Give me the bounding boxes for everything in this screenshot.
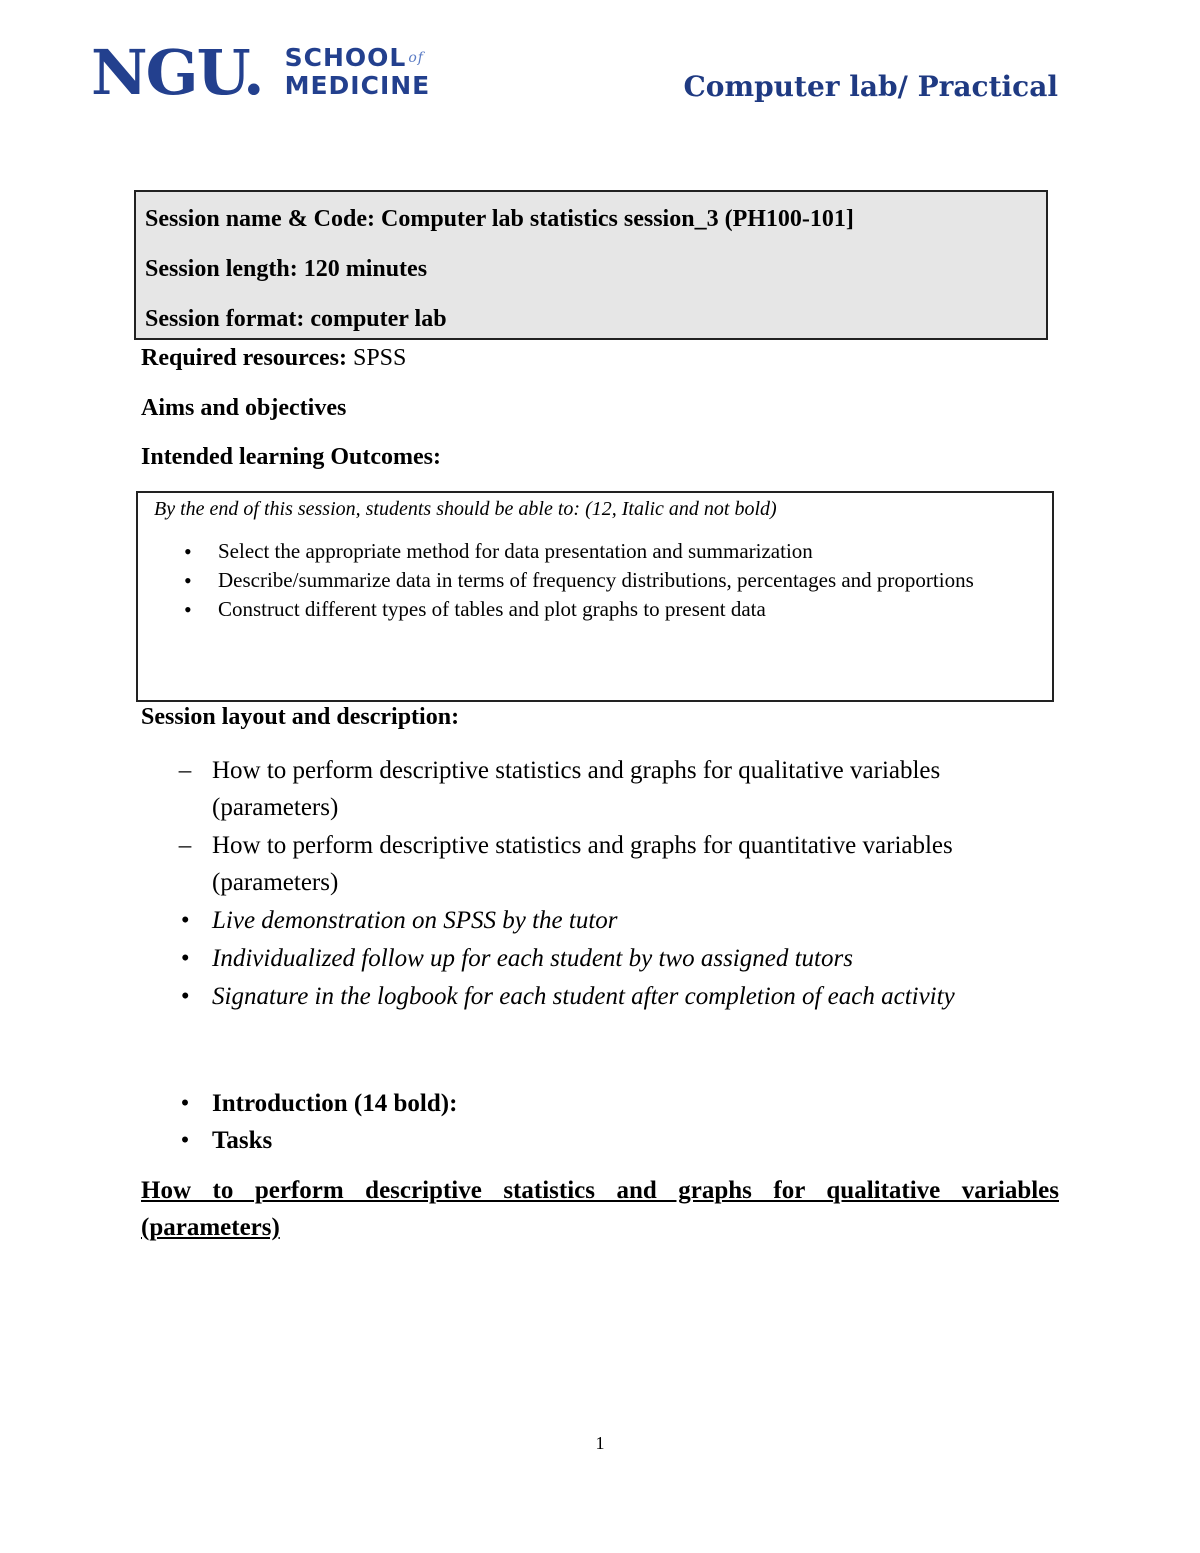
outcome-item: • Select the appropriate method for data presentation and summarization: [154, 537, 1036, 566]
layout-item-text: Individualized follow up for each student by two assigned tutors: [212, 945, 853, 972]
bullet-marker: •: [180, 1090, 190, 1117]
required-resources: [141, 345, 406, 372]
page-number: 1: [595, 1433, 605, 1453]
logo-school-of-medicine: [285, 44, 431, 100]
session-name: Session name & Code: Computer lab statistics session_3 (PH100-101]: [145, 206, 854, 232]
ngu-logo: [91, 36, 431, 109]
layout-item: [175, 940, 1055, 977]
page-header-title: Computer lab/ Practical: [683, 70, 1058, 103]
session-length: Session length: 120 minutes: [145, 256, 428, 282]
required-resources-value: SPSS: [352, 345, 407, 371]
task-item: [175, 1122, 457, 1159]
outcomes-intro: By the end of this session, students should be able to: (12, Italic and not bold): [154, 498, 777, 520]
layout-item-text: How to perform descriptive statistics and graphs for quantitative variables (parameters): [212, 832, 953, 896]
dash-marker: –: [178, 832, 192, 859]
layout-item: [175, 902, 1055, 939]
aims-heading: Aims and objectives: [141, 395, 347, 421]
task-item: [175, 1085, 457, 1122]
outcome-item: • Describe/summarize data in terms of frequency distributions, percentages and proportions: [154, 566, 1036, 595]
dash-marker: –: [178, 757, 192, 784]
task-item-text: Introduction (14 bold):: [212, 1090, 458, 1117]
bullet-marker: •: [180, 907, 190, 934]
session-layout-heading: Session layout and description:: [141, 704, 460, 730]
layout-item-text: Live demonstration on SPSS by the tutor: [212, 907, 618, 934]
tasks-list: [175, 1085, 457, 1159]
outcome-item: • Construct different types of tables and plot graphs to present data: [154, 595, 1036, 624]
logo-ngu-text: NGU.: [91, 36, 263, 109]
layout-item: [175, 752, 1055, 826]
outcomes-list: [154, 537, 1036, 624]
learning-outcomes-box: [136, 491, 1054, 702]
required-resources-label: Required resources:: [141, 345, 353, 371]
session-layout-list: [175, 752, 1055, 1016]
session-format: Session format: computer lab: [145, 306, 447, 332]
layout-item-text: How to perform descriptive statistics and graphs for qualitative variables (parameters): [212, 757, 941, 821]
layout-item: [175, 827, 1055, 901]
logo-of-text: of: [408, 50, 424, 66]
bullet-marker: •: [180, 1127, 190, 1154]
layout-item-text: Signature in the logbook for each student after completion of each activity: [212, 983, 955, 1010]
logo-school-text: SCHOOL: [284, 43, 407, 72]
task-item-text: Tasks: [212, 1127, 273, 1154]
layout-item: [175, 978, 1055, 1015]
logo-medicine-text: MEDICINE: [284, 71, 431, 100]
bullet-marker: •: [180, 983, 190, 1010]
ilo-heading: Intended learning Outcomes:: [141, 444, 441, 470]
session-info-box: [134, 190, 1048, 340]
bullet-marker: •: [180, 945, 190, 972]
qualitative-section-heading: How to perform descriptive statistics and graphs for qualitative variables (parameters): [141, 1177, 1059, 1241]
